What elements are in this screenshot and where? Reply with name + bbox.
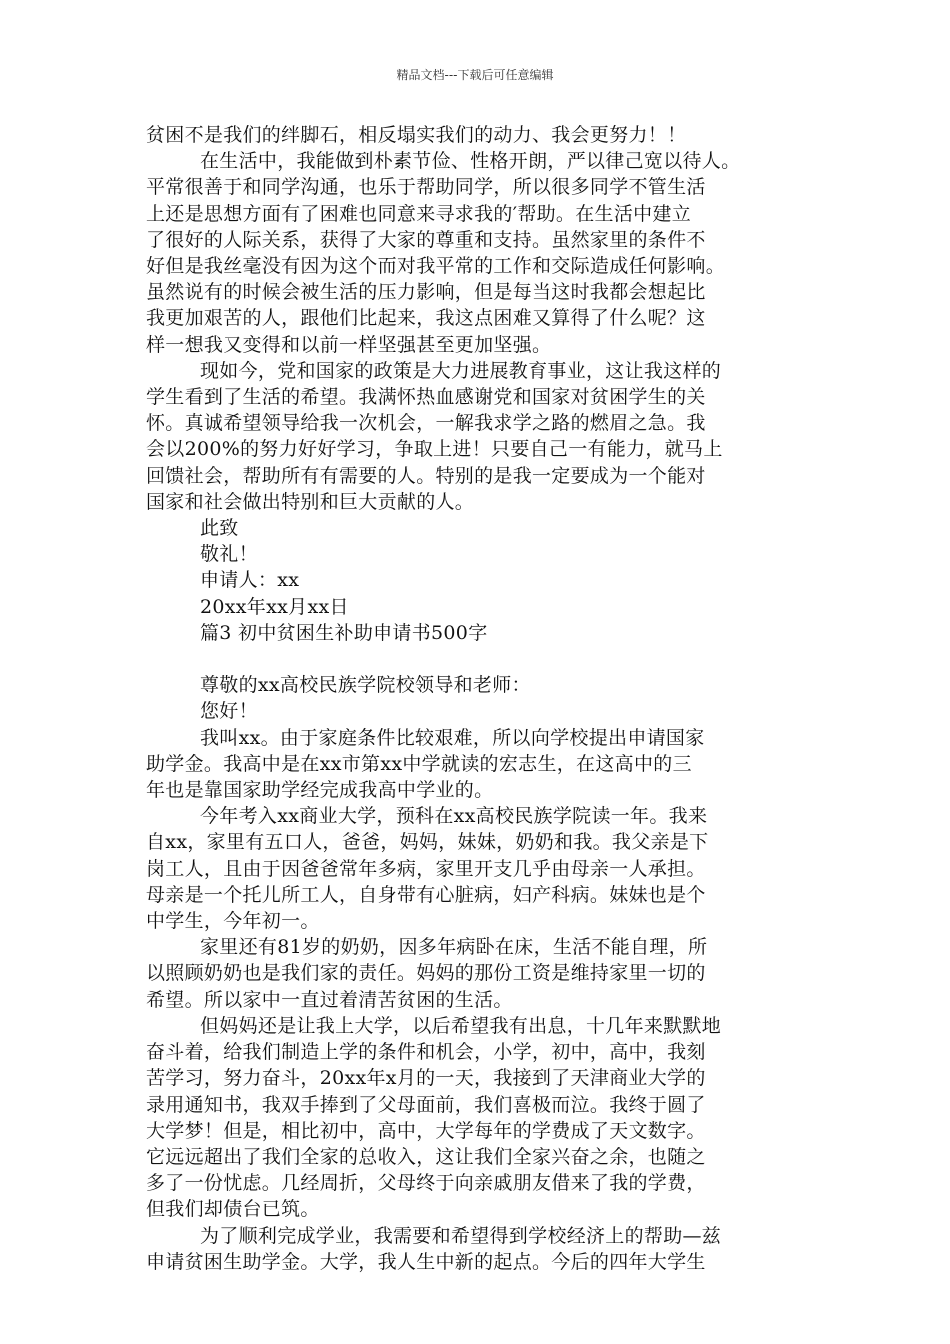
page-header: 精品文档---下载后可任意编辑 <box>396 68 554 82</box>
text-line: 为了顺利完成学业，我需要和希望得到学校经济上的帮助—兹 <box>200 1224 722 1247</box>
greeting-recipient: 尊敬的xx高校民族学院校领导和老师： <box>200 674 531 697</box>
text-line: 样一想我又变得和以前一样坚强甚至更加坚强。 <box>146 333 552 356</box>
text-line: 以照顾奶奶也是我们家的责任。妈妈的那份工资是维持家里一切的 <box>146 962 706 985</box>
text-line: 在生活中，我能做到朴素节俭、性格开朗，严以律己宽以待人。 <box>200 150 741 173</box>
text-line: 今年考入xx商业大学，预科在xx高校民族学院读一年。我来 <box>200 805 708 828</box>
text-line: 国家和社会做出特别和巨大贡献的人。 <box>146 490 475 513</box>
text-line: 上还是思想方面有了困难也同意来寻求我的′帮助。在生活中建立 <box>146 202 692 225</box>
text-line: 家里还有81岁的奶奶，因多年病卧在床，生活不能自理，所 <box>200 936 708 959</box>
application-date: 20xx年xx月xx日 <box>200 595 349 618</box>
text-line: 虽然说有的时候会被生活的压力影响，但是每当这时我都会想起比 <box>146 281 706 304</box>
text-line: 岗工人，且由于因爸爸常年多病，家里开支几乎由母亲一人承担。 <box>146 857 706 880</box>
text-line: 希望。所以家中一直过着清苦贫困的生活。 <box>146 988 513 1011</box>
text-line: 苦学习，努力奋斗，20xx年x月的一天，我接到了天津商业大学的 <box>146 1067 706 1090</box>
section-title: 篇3 初中贫困生补助申请书500字 <box>200 621 488 644</box>
text-line: 贫困不是我们的绊脚石，相反塌实我们的动力、我会更努力！！ <box>146 124 687 146</box>
text-line: 助学金。我高中是在xx市第xx中学就读的宏志生，在这高中的三 <box>146 752 692 775</box>
text-line: 怀。真诚希望领导给我一次机会，一解我求学之路的燃眉之急。我 <box>146 412 706 435</box>
text-line: 平常很善于和同学沟通，也乐于帮助同学，所以很多同学不管生活 <box>146 176 706 199</box>
text-line: 我更加艰苦的人，跟他们比起来，我这点困难又算得了什么呢？这 <box>146 307 706 330</box>
text-line: 会以200%的努力好好学习，争取上进！只要自己一有能力，就马上 <box>146 438 723 461</box>
text-line: 但我们却债台已筑。 <box>146 1198 320 1221</box>
text-line: 但妈妈还是让我上大学，以后希望我有出息，十几年来默默地 <box>200 1014 722 1037</box>
text-line: 了很好的人际关系，获得了大家的尊重和支持。虽然家里的条件不 <box>146 228 706 251</box>
text-line: 学生看到了生活的希望。我满怀热血感谢党和国家对贫困学生的关 <box>146 386 706 409</box>
text-line: 年也是靠国家助学经完成我高中学业的。 <box>146 779 494 802</box>
text-line: 它远远超出了我们全家的总收入，这让我们全家兴奋之余，也随之 <box>146 1145 706 1168</box>
text-line: 大学梦！但是，相比初中，高中，大学每年的学费成了天文数字。 <box>146 1119 706 1142</box>
text-line: 母亲是一个托儿所工人，自身带有心脏病，妇产科病。妹妹也是个 <box>146 883 706 906</box>
body-text <box>146 122 826 1275</box>
text-line: 多了一份忧虑。几经周折，父母终于向亲戚朋友借来了我的学费， <box>146 1172 706 1195</box>
greeting: 您好！ <box>200 700 258 723</box>
text-line: 回馈社会，帮助所有有需要的人。特别的是我一定要成为一个能对 <box>146 464 706 487</box>
text-line: 我叫xx。由于家庭条件比较艰难，所以向学校提出申请国家 <box>200 726 705 749</box>
text-line: 中学生，今年初一。 <box>146 910 320 933</box>
closing-respect: 敬礼！ <box>200 543 258 566</box>
closing-salutation: 此致 <box>200 517 239 540</box>
text-line: 自xx，家里有五口人，爸爸，妈妈，妹妹，奶奶和我。我父亲是下 <box>146 831 709 854</box>
text-line: 现如今，党和国家的政策是大力进展教育事业，这让我这样的 <box>200 359 722 382</box>
text-line: 奋斗着，给我们制造上学的条件和机会，小学，初中，高中，我刻 <box>146 1041 706 1064</box>
text-line: 录用通知书，我双手捧到了父母面前，我们喜极而泣。我终于圆了 <box>146 1093 706 1116</box>
text-line: 申请贫困生助学金。大学，我人生中新的起点。今后的四年大学生 <box>146 1250 706 1273</box>
applicant-name: 申请人：xx <box>200 569 300 592</box>
blank-line <box>146 646 826 672</box>
text-line: 好但是我丝毫没有因为这个而对我平常的工作和交际造成任何影响。 <box>146 255 726 278</box>
